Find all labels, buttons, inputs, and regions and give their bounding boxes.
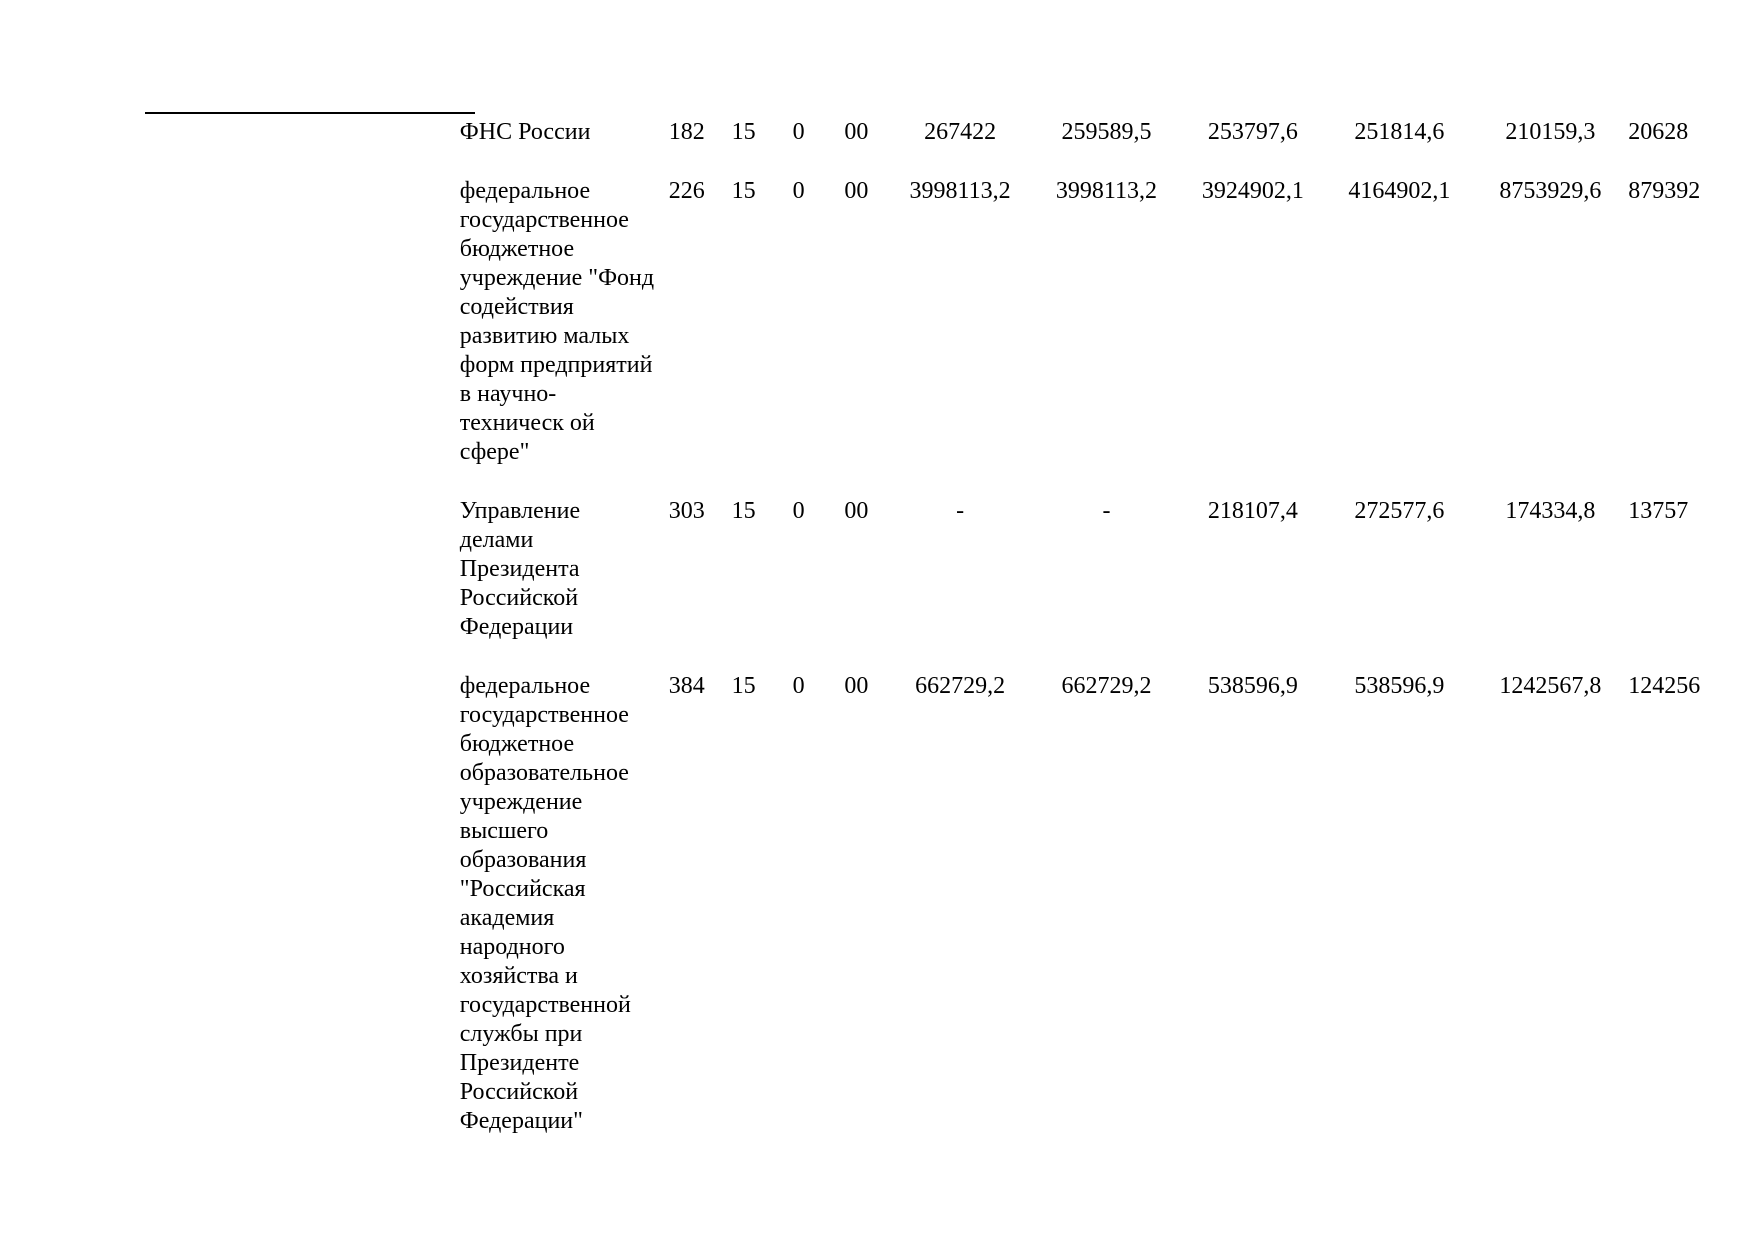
value-2: 3998113,2	[1055, 178, 1158, 204]
value-3: 218107,4	[1207, 498, 1298, 524]
code-item: 00	[844, 178, 869, 204]
table-body	[145, 118, 1754, 1166]
value-3: 538596,9	[1207, 673, 1298, 699]
value-5: 174334,8	[1505, 498, 1596, 524]
code-item: 00	[844, 119, 869, 145]
table-row	[145, 672, 1754, 1166]
value-2: -	[1102, 498, 1111, 524]
value-6: 13757	[1628, 498, 1689, 524]
value-4: 538596,9	[1354, 673, 1445, 699]
code-section: 15	[731, 119, 756, 145]
value-5: 210159,3	[1505, 119, 1596, 145]
recipient-name: федеральное государственное бюджетное образовательное учреждение высшего образования "Российская академия народного хозяйства и государственной службы при Президенте Российской Федерации"	[459, 673, 631, 1134]
code-section: 15	[731, 673, 756, 699]
value-5: 1242567,8	[1499, 673, 1602, 699]
value-4: 251814,6	[1354, 119, 1445, 145]
code-subsection: 0	[792, 673, 805, 699]
code-section: 15	[731, 178, 756, 204]
code-chapter: 226	[668, 178, 705, 204]
code-section: 15	[731, 498, 756, 524]
table-row	[145, 497, 1754, 672]
code-chapter: 384	[668, 673, 705, 699]
empty-cell	[145, 672, 460, 1166]
recipient-name: федеральное государственное бюджетное учреждение "Фонд содействия развитию малых форм предприятий в научно-техническ ой сфере"	[459, 178, 655, 465]
value-3: 253797,6	[1207, 119, 1298, 145]
table-row	[145, 177, 1754, 497]
value-4: 4164902,1	[1348, 178, 1451, 204]
horizontal-rule	[145, 112, 475, 114]
budget-table	[145, 118, 1754, 1166]
code-chapter: 182	[668, 119, 705, 145]
value-3: 3924902,1	[1201, 178, 1304, 204]
value-6: 879392	[1628, 178, 1701, 204]
value-1: 662729,2	[915, 673, 1006, 699]
recipient-name: ФНС России	[459, 119, 591, 145]
code-item: 00	[844, 498, 869, 524]
code-subsection: 0	[792, 178, 805, 204]
recipient-name: Управление делами Президента Российской Федерации	[459, 498, 581, 640]
value-1: 3998113,2	[909, 178, 1011, 204]
value-1: 267422	[924, 119, 997, 145]
empty-cell	[145, 177, 460, 497]
value-2: 259589,5	[1061, 119, 1152, 145]
value-6: 124256	[1628, 673, 1701, 699]
value-6: 20628	[1628, 119, 1689, 145]
value-4: 272577,6	[1354, 498, 1445, 524]
code-item: 00	[844, 673, 869, 699]
empty-cell	[145, 497, 460, 672]
value-5: 8753929,6	[1499, 178, 1602, 204]
value-1: -	[956, 498, 965, 524]
code-subsection: 0	[792, 119, 805, 145]
code-subsection: 0	[792, 498, 805, 524]
table-row	[145, 118, 1754, 177]
empty-cell	[145, 118, 460, 177]
code-chapter: 303	[668, 498, 705, 524]
value-2: 662729,2	[1061, 673, 1152, 699]
